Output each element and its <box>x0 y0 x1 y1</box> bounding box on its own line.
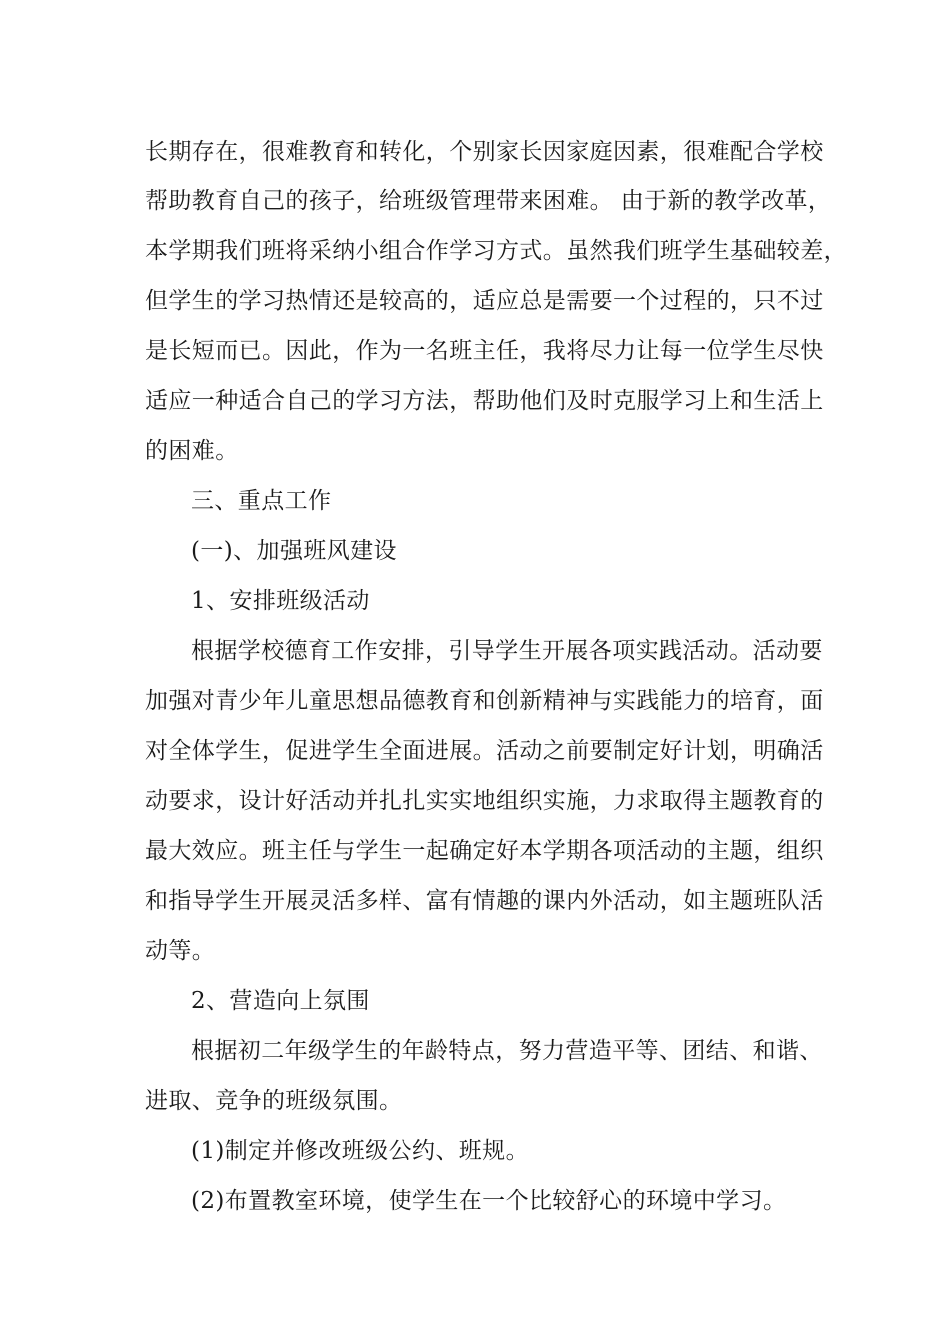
text-line: 加强对青少年儿童思想品德教育和创新精神与实践能力的培育，面 <box>145 688 824 714</box>
text-line: 进取、竞争的班级氛围。 <box>145 1088 403 1114</box>
text-line: 的困难。 <box>145 438 239 464</box>
item-heading: 1、安排班级活动 <box>191 588 370 614</box>
text-line: 动要求，设计好活动并扎扎实实地组织实施，力求取得主题教育的 <box>145 788 824 814</box>
text-line: 根据学校德育工作安排，引导学生开展各项实践活动。活动要 <box>191 638 823 664</box>
subsection-heading: (一)、加强班风建设 <box>191 538 397 564</box>
text-line: 帮助教育自己的孩子，给班级管理带来困难。 由于新的教学改革， <box>145 188 832 214</box>
text-line: 动等。 <box>145 938 216 964</box>
text-line: 最大效应。班主任与学生一起确定好本学期各项活动的主题，组织 <box>145 838 824 864</box>
text-line: 本学期我们班将采纳小组合作学习方式。虽然我们班学生基础较差， <box>145 238 847 264</box>
text-line: 根据初二年级学生的年龄特点，努力营造平等、团结、和谐、 <box>191 1038 823 1064</box>
text-line: 但学生的学习热情还是较高的，适应总是需要一个过程的，只不过 <box>145 288 824 314</box>
list-item: (1)制定并修改班级公约、班规。 <box>191 1138 529 1164</box>
text-line: 对全体学生，促进学生全面进展。活动之前要制定好计划，明确活 <box>145 738 824 764</box>
section-heading: 三、重点工作 <box>191 488 332 514</box>
list-item: (2)布置教室环境，使学生在一个比较舒心的环境中学习。 <box>191 1188 787 1214</box>
item-heading: 2、营造向上氛围 <box>191 988 370 1014</box>
text-line: 是长短而已。因此，作为一名班主任，我将尽力让每一位学生尽快 <box>145 338 824 364</box>
text-line: 适应一种适合自己的学习方法，帮助他们及时克服学习上和生活上 <box>145 388 824 414</box>
text-line: 和指导学生开展灵活多样、富有情趣的课内外活动，如主题班队活 <box>145 888 824 914</box>
text-line: 长期存在，很难教育和转化，个别家长因家庭因素，很难配合学校 <box>145 139 824 165</box>
